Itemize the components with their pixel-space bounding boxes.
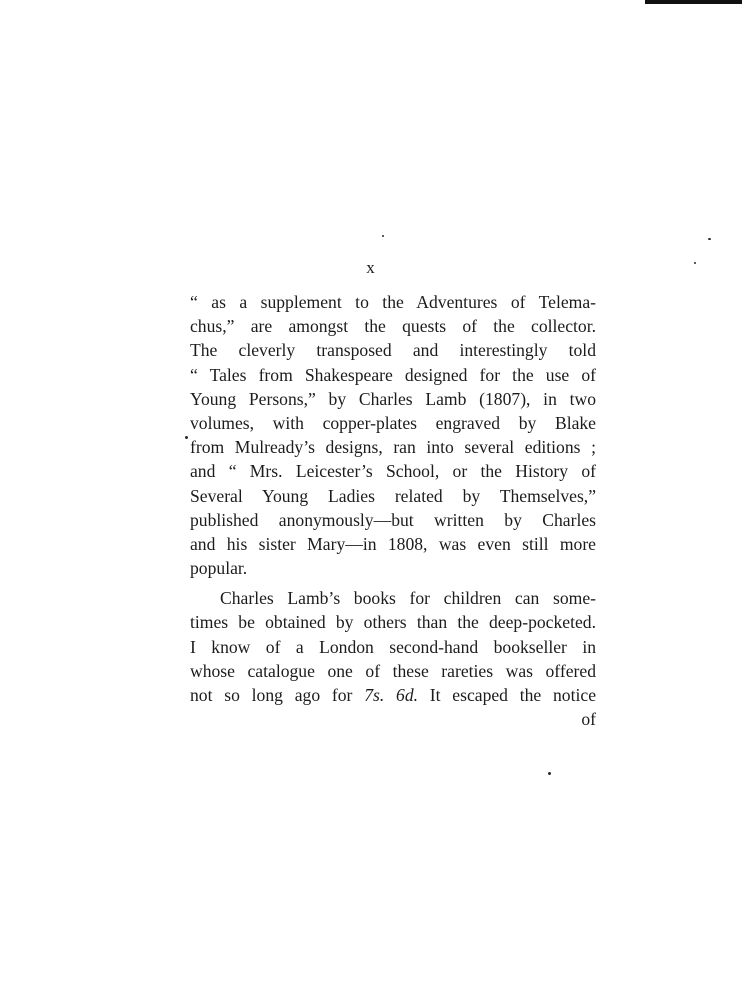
scan-speck — [708, 238, 711, 240]
text-line: I know of a London second-hand bookseller in — [190, 636, 596, 657]
body-text — [190, 290, 596, 731]
text-line — [190, 683, 596, 707]
text-line: whose catalogue one of these rareties was offered — [190, 660, 596, 681]
text-line: and “ Mrs. Leicester’s School, or the History of — [190, 461, 596, 482]
page-number: x — [366, 258, 376, 277]
text-line: Several Young Ladies related by Themselves,” — [190, 485, 596, 506]
text-fragment: It escaped the notice — [418, 685, 597, 705]
price-pence: 6d. — [396, 685, 419, 705]
scan-speck — [382, 235, 384, 237]
text-line: Charles Lamb’s books for children can some- — [220, 588, 596, 609]
price-shillings: 7s. — [364, 685, 385, 705]
text-line: and his sister Mary—in 1808, was even still more — [190, 533, 596, 554]
text-line: The cleverly transposed and interestingly told — [190, 340, 596, 361]
catchword: of — [581, 709, 596, 730]
text-fragment: not so long ago for — [190, 685, 365, 705]
scan-speck — [548, 772, 551, 775]
text-line: from Mulready’s designs, ran into several editions ; — [190, 437, 596, 458]
scan-edge-mark — [645, 0, 742, 4]
text-line: published anonymously—but written by Charles — [190, 509, 596, 530]
text-line: “ Tales from Shakespeare designed for the use of — [190, 364, 596, 385]
text-line: volumes, with copper-plates engraved by Blake — [190, 412, 596, 433]
scan-speck — [185, 436, 188, 439]
text-line: chus,” are amongst the quests of the collector. — [190, 316, 596, 337]
text-line: popular. — [190, 558, 248, 579]
text-line: times be obtained by others than the deep-pocketed. — [190, 612, 596, 633]
scan-speck — [694, 262, 696, 264]
text-line: “ as a supplement to the Adventures of Telema- — [190, 292, 596, 312]
text-line: Young Persons,” by Charles Lamb (1807), in two — [190, 388, 596, 409]
